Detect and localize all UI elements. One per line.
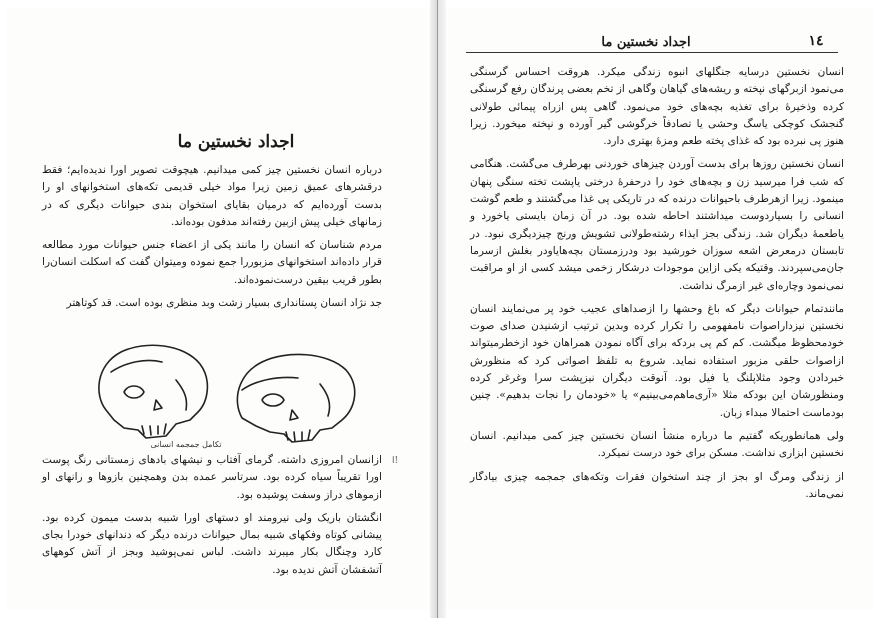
- paragraph: ولی همانطوریکه گفتیم ما درباره منشأ انسان نخستین چیز کمی میدانیم. انسان نخستین ابزاری نداشت. مسکن برای خود درست نمیکرد.: [470, 429, 844, 460]
- running-title: اجداد نخستین ما: [601, 35, 691, 50]
- left-page: [6, 8, 430, 610]
- right-page: [446, 8, 874, 610]
- gutter-divider: [437, 0, 438, 618]
- paragraph: انسان نخستین روزها برای بدست آوردن چیزهای خوردنی بهرطرف می‌گشت. هنگامی که شب فرا میرسید زن و بچه‌های خود را درحفرهٔ درختی یاپشت تخته سنگی پنهان مینمود. زیرا ازهرطرف باحیوانات درنده که در تاریکی پی غذا می‌گشتند و طعم گوشت انسانی را بسیاردوست میداشتند احاطه شده بود. در آن زمان بایستی یاخورد و یاطعمهٔ دیگران شد. زندگی بجز ایذاء رشته‌طولانی تشویش ورنج چیزدیگری نبود. در تابستان درمعرض اشعه سوزان خورشید بود ودرزمستان بچه‌هایاودر بغلش ازسرما جان‌می‌سپردند. وقتیکه یکی ازاین موجودات درشکار زخمی میشد کسی از او مراقبت نمی‌نمود وچاره‌ای غیر ازمرگ نداشت.: [470, 158, 844, 292]
- primitive-skull-icon: [237, 354, 354, 442]
- paragraph: از زندگی ومرگ او بجز از چند استخوان فقرات وتکه‌های جمجمه چیزی بیادگار نمی‌ماند.: [470, 470, 844, 500]
- header-rule: [466, 52, 838, 53]
- paragraph: ازانسان امروزی داشته. گرمای آفتاب و نیشهای بادهای زمستانی رنگ پوست اورا تقریباً سیاه کرده بود. سرتاسر عمده بدن وهمچنین بازوها و رانهای او ازموهای دراز وسفت پوشیده بود.: [42, 454, 382, 501]
- left-body-bottom: [42, 452, 382, 585]
- right-body: [470, 64, 844, 509]
- paragraph: جد نژاد انسان پستانداری بسیار زشت وبد منظری بوده است. قد کوتاهتر: [66, 297, 382, 310]
- paragraph: مانندتمام حیوانات دیگر که باغ وحشها را ازصداهای عجیب خود پر می‌نمایند انسان نخستین نیزداراصوات نامفهومی را تکرار کرده وبدین ترتیب ازشنیدن صدای صوت خودمحظوظ میگشت. کم کم پی بردکه برای آگاه نمودن همراهان خود ازخطرمیتواند ازاصوات حلقی مزبور استفاده نماید. شروع به تلفظ اصواتی کرد که منظورش خبردادن وجود مثلاپلنگ یا فیل بود. آنوقت دیگران نیزپشت سرا وغرغر کرده ومنظورشان این بودکه مثلا «آری‌ماهم‌می‌بینیم» یا «خودمان را نجات بدهیم». چنین بودماست احتمالا مبداء زبان.: [470, 302, 844, 419]
- paragraph: مردم شناسان که انسان را مانند یکی از اعضاء جنس حیوانات مورد مطالعه قرار داده‌اند استخوانهای مزبوررا جمع نموده ومیتوان گفت که اسکلت انسان‌را بطور قریب بیقین درست‌نموده‌اند.: [42, 239, 382, 286]
- margin-note: ا!: [392, 456, 399, 466]
- paragraph: انسان نخستین درسایه جنگلهای انبوه زندگی میکرد. هروقت احساس گرسنگی می‌نمود ازبرگهای نپخته و ریشه‌های گیاهان وگاهی از تخم بعضی پرندگان رفع گرسنگی کرده وذخیرهٔ برای تغذیه بچه‌های خود می‌نمود. گاهی پس ازراه پیمائی طولانی گنجشک کوچکی یاسگ وحشی یا تصادفاً خرگوشی گیر آورده و نپخته میخورد. زیرا هنوز پی نبرده بود که غذای پخته طعم ومزهٔ بهتری دارد.: [470, 66, 844, 148]
- book-gutter: [430, 0, 446, 618]
- skulls-drawing: [66, 340, 366, 452]
- skull-illustration: [66, 340, 366, 452]
- human-skull-icon: [99, 345, 208, 438]
- page-number: ١٤: [808, 33, 824, 49]
- chapter-title: اجداد نخستین ما: [177, 132, 295, 152]
- left-body-top: [42, 162, 382, 318]
- figure-caption: تکامل جمجمه انسانی: [150, 440, 222, 449]
- paragraph: درباره انسان نخستین چیز کمی میدانیم. هیچوقت تصویر اورا ندیده‌ایم؛ فقط درقشرهای عمیق زمین زیرا مواد خیلی قدیمی تکه‌های استخوانهای او را بدست آورده‌ایم که درمیان بقایای استخوان بندی حیوانات دیگری که در زمانهای خیلی پیش ازبین رفته‌اند مدفون بوده‌اند.: [42, 164, 382, 228]
- paragraph: انگشتان باریک ولی نیرومند او دستهای اورا شبیه بدست میمون کرده بود. پیشانی کوتاه وفکهای شبیه بمال حیوانات درنده دیگر که دندانهای خودرا بجای کارد وچنگال بکار میبرند داشت. لباس نمی‌پوشید وبجز از آتش کوههای آتشفشان آتش ندیده بود.: [42, 511, 382, 576]
